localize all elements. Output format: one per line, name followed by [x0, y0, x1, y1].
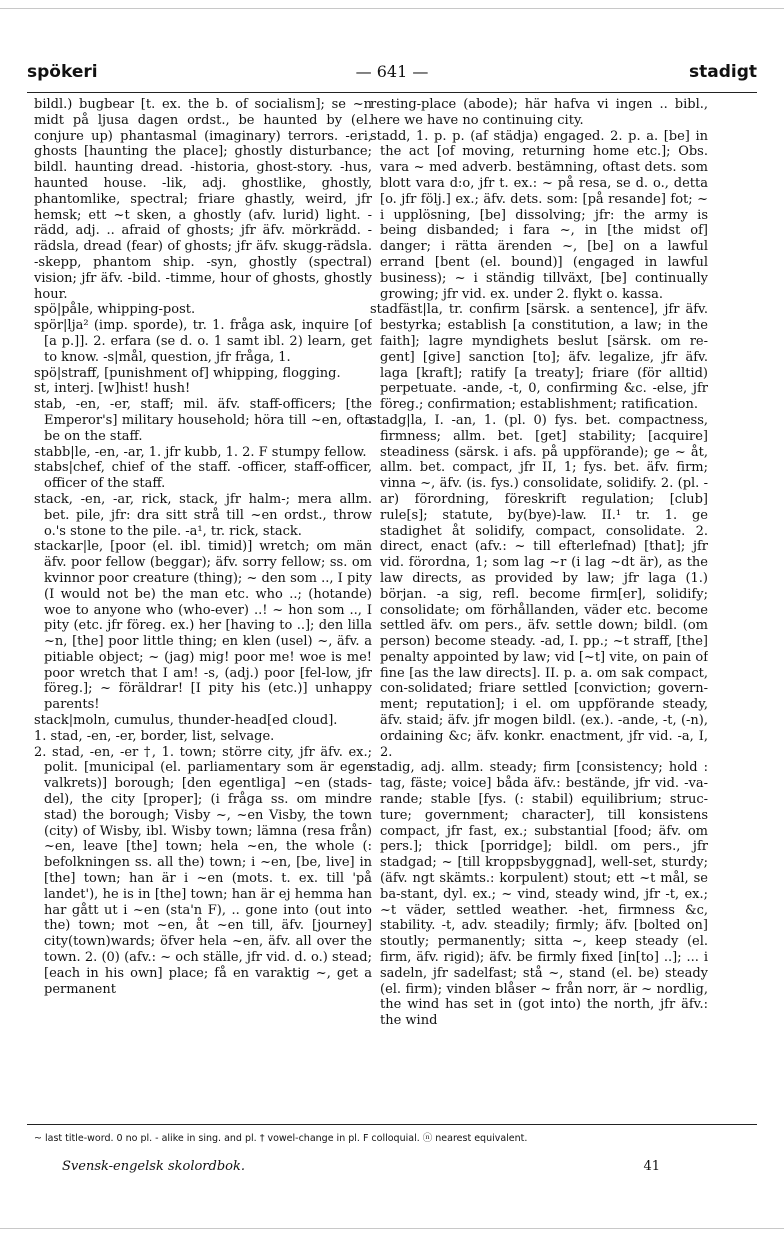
page-number: — 641 — [355, 62, 429, 81]
entry: stabb|le, -en, -ar, 1. jfr kubb, 1. 2. F stumpy fellow. [34, 444, 367, 460]
left-column [34, 97, 372, 1105]
entry: 2. stad, -en, -er †, 1. town; större city, jfr äfv. ex.; polit. [municipal (el. parliamentary som är egen valkrets)] borough; [den egentliga] ~en (stads-del), the city [proper]; (i fråga ss. om mindre stad) the borough; Visby ~, ~en Visby, the town (city) of Wisby, ibl. Wisby town; lämna (resa från) ~en, leave [the] town; hela ~en, the whole (: befolkningen ss. all the) town; i ~en, [be, live] in [the] town; han är i ~en (mots. t. ex. till 'på landet'), he is in [the] town; han är ej hemma han har gått ut i ~en (sta'n F), .. gone into (out into the) town; mot ~en, åt ~en till, äfv. [journey] city(town)wards; öfver hela ~en, äfv. all over the town. 2. (0) (afv.: ~ och ställe, jfr vid. d. o.) stead; [each in his own] place; få en varaktig ~, get a permanent [34, 744, 372, 997]
top-edge-rule [0, 8, 784, 9]
entry: stackar|le, [poor (el. ibl. timid)] wretch; om män äfv. poor fellow (beggar); äfv. sorry fellow; ss. om kvinnor poor creature (thing); ~ den som .., I pity (I would not be) the man etc. who ..; (hotande) woe to anyone who (who-ever) ..! ~ hon som .., I pity (etc. jfr föreg. ex.) her [having to ..]; den lilla ~n, [the] poor little thing; en klen (usel) ~, äfv. a pitiable object; ~ (jag) mig! poor me! woe is me! poor wretch that I am! -s, (adj.) poor [fel-low, jfr föreg.]; ~ föräldrar! [I pity his (etc.)] unhappy parents! [34, 539, 372, 713]
entry: stack, -en, -ar, rick, stack, jfr halm-; mera allm. bet. pile, jfr: dra sitt strå till ~en ordst., throw o.'s stone to the pile. -a¹, tr. rick, stack. [34, 491, 372, 539]
entry: 1. stad, -en, -er, border, list, selvage. [34, 728, 275, 744]
footer-rule [27, 1124, 757, 1125]
entry: spö|straff, [punishment of] whipping, flogging. [34, 365, 341, 381]
entry: spör|lja² (imp. sporde), tr. 1. fråga ask, inquire [of [a p.]]. 2. erfara (se d. o. 1 samt ibl. 2) learn, get to know. -s|mål, question, jfr fråga, 1. [34, 318, 372, 365]
left-guide-word: spökeri [27, 62, 98, 82]
book-title: Svensk-engelsk skolordbok. [62, 1159, 246, 1174]
bottom-edge-rule [0, 1228, 784, 1229]
entry: stack|moln, cumulus, thunder-head[ed cloud]. [34, 713, 338, 729]
symbol-legend: ~ last title-word. 0 no pl. - alike in sing. and pl. † vowel-change in pl. F colloquial. ⓝ nearest equivalent. [34, 1133, 528, 1144]
entry: bildl.) bugbear [t. ex. the b. of socialism]; se ~n midt på ljusa dagen ordst., be haunted by (el. conjure up) phantasmal (imaginary) terrors. -eri, ghosts [haunting the place]; ghostly disturbance; bildl. haunting dread. -historia, ghost-story. -hus, haunted house. -lik, adj. ghostlike, ghostly, phantomlike, spectral; friare ghastly, weird, jfr hemsk; ett ~t sken, a ghostly (afv. lurid) light. -rädd, adj. .. afraid of ghosts; jfr äfv. mörkrädd. -rädsla, dread (fear) of ghosts; jfr äfv. skugg-rädsla. -skepp, phantom ship. -syn, ghostly (spectral) vision; jfr äfv. -bild. -timme, hour of ghosts, ghostly hour. [34, 97, 372, 302]
entry: spö|påle, whipping-post. [34, 302, 196, 318]
right-column [370, 97, 708, 1105]
header-rule [27, 92, 757, 93]
right-guide-word: stadigt [688, 62, 757, 82]
page-header [27, 62, 757, 88]
entry: stabs|chef, chief of the staff. -officer, staff-officer, officer of the staff. [34, 460, 372, 492]
entry: stadd, 1. p. p. (af städja) engaged. 2. p. a. [be] in the act [of moving, returning home etc.]; Obs. vara ~ med adverb. bestämning, oftast dets. som blott vara d:o, jfr t. ex.: ~ på resa, se d. o., detta [o. jfr följ.] ex.; äfv. dets. som: [på resande] fot; ~ i upplösning, [be] dissolving; jfr: the army is being disbanded; i fara ~, in [the midst of] danger; i rätta ärenden ~, [be] on a lawful errand [bent (el. bound)] (engaged in lawful business); ~ i ständig tillväxt, [be] continually growing; jfr vid. ex. under 2. flykt o. kassa. [370, 128, 708, 302]
entry: stadig, adj. allm. steady; firm [consistency; hold : tag, fäste; voice] båda äfv.: bestände, jfr vid. -va-rande; stable [fys. (: stabil) equilibrium; struc-ture; government; character], till konsistens compact, jfr fast, ex.; substantial [food; äfv. om pers.]; thick [porridge]; bildl. om pers., jfr stadgad; ~ [till kroppsbyggnad], well-set, sturdy; (äfv. ngt skämts.: korpulent) stout; ett ~t mål, se ba-stant, dyl. ex.; ~ vind, steady wind, jfr -t, ex.; ~t väder, settled weather. -het, firmness &c, stability. -t, adv. steadily; firmly; äfv. [bolted on] stoutly; permanently; sitta ~, keep steady (el. firm, äfv. rigid); äfv. be firmly fixed [in[to] ..]; ... i sadeln, jfr sadelfast; stå ~, stand (el. be) steady (el. firm); vinden blåser ~ från norr, är ~ nordlig, the wind has set in (got into) the north, jfr äfv.: the wind [370, 760, 708, 1029]
entry: stadfäst|la, tr. confirm [särsk. a sentence], jfr äfv. bestyrka; establish [a constitution, a law; in the faith]; lagre myndighets beslut [särsk. om re-gent] [give] sanction [to]; äfv. legalize, jfr äfv. laga [kraft]; ratify [a treaty]; friare (för alltid) perpetuate. -ande, -t, 0, confirming &c. -else, jfr föreg.; confirmation; establishment; ratification. [370, 302, 708, 413]
entry: st, interj. [w]hist! hush! [34, 381, 191, 397]
signature-number: 41 [643, 1159, 660, 1174]
entry: stadg|la, I. -an, 1. (pl. 0) fys. bet. compactness, firmness; allm. bet. [get] stability; [acquire] steadiness (särsk. i afs. på uppförande); ge ~ åt, allm. bet. compact, jfr II, 1; fys. bet. äfv. firm; vinna ~, äfv. (is. fys.) consolidate, solidify. 2. (pl. -ar) förordning, föreskrift regulation; [club] rule[s]; statute, by(bye)-law. II.¹ tr. 1. ge stadighet åt solidify, compact, consolidate. 2. direct, enact (afv.: ~ till efterlefnad) [that]; jfr vid. förordna, 1; som lag ~r (i lag ~dt är), as the law directs, as provided by law; jfr laga (1.) början. -a sig, refl. become firm[er], solidify; consolidate; om förhållanden, väder etc. become settled äfv. om pers., äfv. settle down; bildl. (om person) become steady. -ad, I. pp.; ~t straff, [the] penalty appointed by law; vid [~t] vite, on pain of fine [as the law directs]. II. p. a. om sak compact, con-solidated; friare settled [conviction; govern-ment; reputation]; i el. om uppförande steady, äfv. staid; äfv. jfr mogen bildl. (ex.). -ande, -t, (-n), ordaining &c; äfv. konkr. enactment, jfr vid. -a, I, 2. [370, 412, 708, 760]
entry: resting-place (abode); här hafva vi ingen .. bibl., here we have no continuing city. [370, 97, 708, 128]
entry: stab, -en, -er, staff; mil. äfv. staff-officers; [the Emperor's] military household; höra till ~en, ofta be on the staff. [34, 397, 372, 444]
